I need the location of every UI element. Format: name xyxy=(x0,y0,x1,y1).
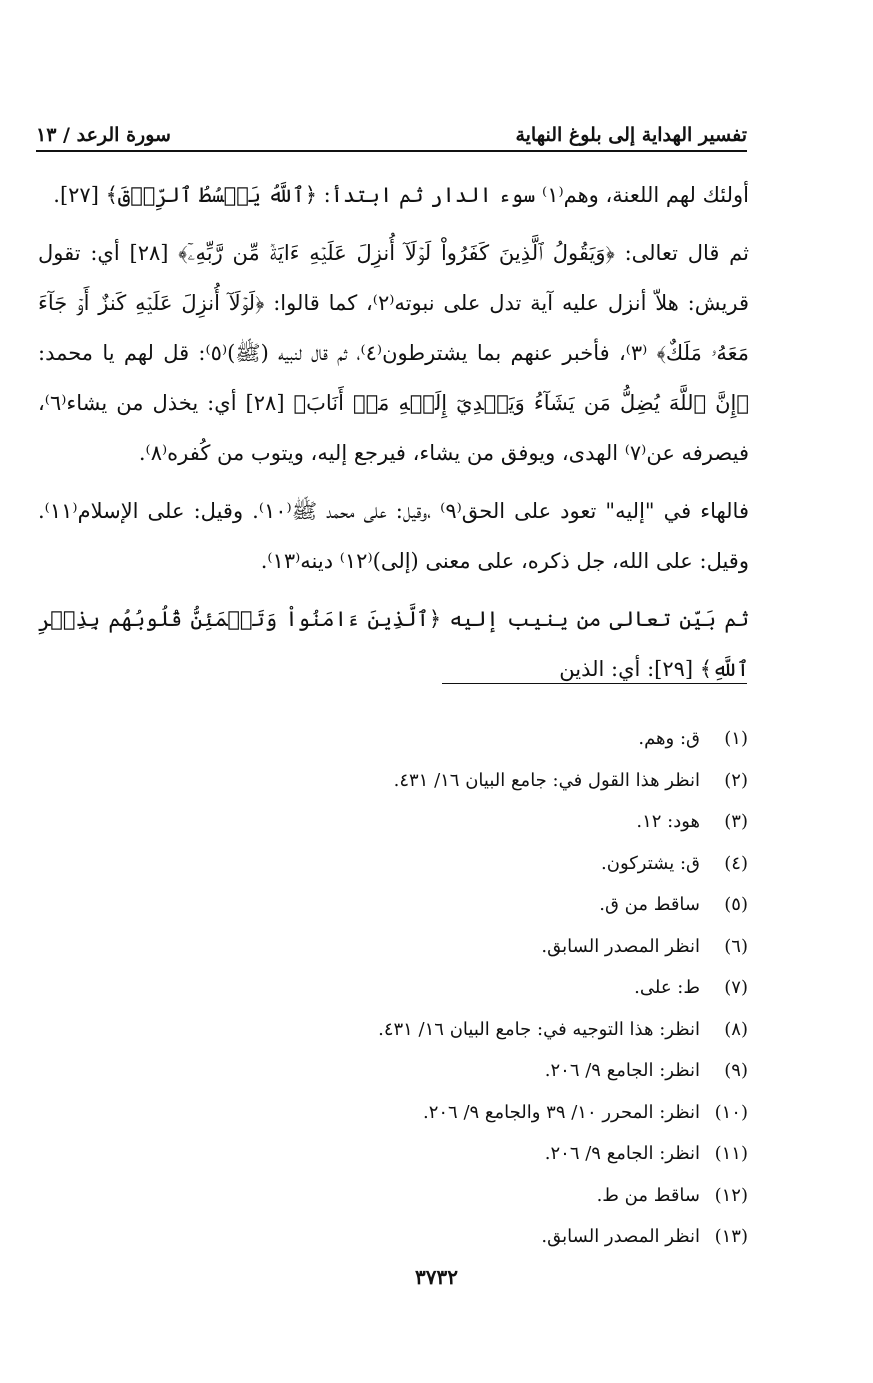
footnote-text: ق: يشتركون. xyxy=(601,852,700,874)
footnote-text: ساقط من ط. xyxy=(596,1184,700,1206)
footnote-item xyxy=(148,967,748,1009)
footnote-number: (٥) xyxy=(724,894,748,916)
footnote-item xyxy=(148,801,748,843)
footnote-item xyxy=(148,1092,748,1134)
footnote-item xyxy=(148,1009,748,1051)
footnote-text: انظر: الجامع ٩/ ٢٠٦. xyxy=(544,1143,700,1165)
paragraph: ثم قال تعالى: ﴿وَيَقُولُ ٱلَّذِينَ كَفَرُواْ لَوۡلَآ أُنزِلَ عَلَيۡهِ ءَايَةٞ مِّن رَّبِّهِۦٓ﴾ [٢٨] أي: تقول قريش: هلاّ أنزل عليه آية تدل على نبوته⁽٢⁾، كما قالوا: ﴿لَوۡلَآ أُنزِلَ عَلَيۡهِ كَنزٌ أَوۡ جَآءَ مَعَهُۥ مَلَكٌ﴾ ⁽٣⁾، فأخبر عنهم بما يشترطون⁽٤⁾، ثم قال لنبيه (ﷺ)⁽٥⁾: قل لهم يا محمد: ﴿إِنَّ ٱللَّهَ يُضِلُّ مَن يَشَآءُ وَيَهۡدِيٓ إِلَيۡهِ مَنۡ أَنَابَ﴾ [٢٨] أي: يخذل من يشاء⁽٦⁾، فيصرفه عن⁽٧⁾ الهدى، ويوفق من يشاء، فيرجع إليه، ويتوب من كُفره⁽٨⁾. xyxy=(38,241,750,465)
footnote-text: ط: على. xyxy=(634,977,700,999)
surah-label: سورة الرعد / ١٣ xyxy=(36,124,171,146)
footnote-number: (١٣) xyxy=(714,1226,748,1248)
footnote-text: انظر: هذا التوجيه في: جامع البيان ١٦/ ٤٣١. xyxy=(378,1018,700,1040)
page-number: ٣٧٣٢ xyxy=(415,1265,458,1289)
footnote-text: ق: وهم. xyxy=(638,728,700,750)
footnote-number: (١١) xyxy=(714,1143,748,1165)
footnote-number: (٨) xyxy=(724,1018,748,1040)
footnote-number: (٩) xyxy=(724,1060,748,1082)
footnote-number: (١٢) xyxy=(714,1184,748,1206)
footnote-number: (٣) xyxy=(724,811,748,833)
footnote-number: (٤) xyxy=(724,852,748,874)
footnote-item xyxy=(148,718,748,760)
main-text xyxy=(38,170,749,702)
footnote-item xyxy=(148,926,748,968)
footnote-number: (٧) xyxy=(724,977,748,999)
footnote-item xyxy=(148,1133,748,1175)
footnote-number: (٢) xyxy=(724,769,748,791)
footnote-text: انظر: الجامع ٩/ ٢٠٦. xyxy=(544,1060,700,1082)
paragraph: ثم بَيّن تعالى من ينيب إليه ﴿ٱلَّذِينَ ءَامَنُواْ وَتَطۡمَئِنُّ قُلُوبُهُم بِذِكۡرِ ٱللَّهِ﴾ [٢٩]: أي: الذين xyxy=(38,607,749,681)
footnote-number: (٦) xyxy=(724,935,748,957)
footnote-item xyxy=(148,884,748,926)
footnote-text: ساقط من ق. xyxy=(599,894,700,916)
running-header xyxy=(36,116,747,146)
footnotes xyxy=(148,718,748,1258)
paragraph: أولئك لهم اللعنة، وهم⁽١⁾ سوء الدار ثم ابتدأ: ﴿ٱللَّهُ يَبۡسُطُ ٱلرِّزۡقَ﴾ [٢٧]. xyxy=(53,183,749,207)
footnote-item xyxy=(148,1050,748,1092)
footnote-divider xyxy=(442,683,747,684)
footnote-text: انظر المصدر السابق. xyxy=(541,1226,700,1248)
footnote-item xyxy=(148,843,748,885)
header-rule xyxy=(36,150,747,152)
footnote-number: (١) xyxy=(724,728,748,750)
footnote-number: (١٠) xyxy=(714,1101,748,1123)
footnote-item xyxy=(148,760,748,802)
footnote-text: انظر: المحرر ١٠/ ٣٩ والجامع ٩/ ٢٠٦. xyxy=(422,1101,700,1123)
footnote-text: انظر المصدر السابق. xyxy=(541,935,700,957)
footnote-text: انظر هذا القول في: جامع البيان ١٦/ ٤٣١. xyxy=(393,769,700,791)
paragraph: فالهاء في "إليه" تعود على الحق⁽٩⁾ ،وقيل: على محمد ﷺ⁽١٠⁾. وقيل: على الإسلام⁽١١⁾. وقيل: على الله، جل ذكره، على معنى (إلى)⁽١٢⁾ دينه⁽١٣⁾. xyxy=(38,499,749,573)
footnote-text: هود: ١٢. xyxy=(636,811,700,833)
book-title: تفسير الهداية إلى بلوغ النهاية xyxy=(515,124,747,146)
footnote-item xyxy=(148,1175,748,1217)
footnote-item xyxy=(148,1216,748,1258)
